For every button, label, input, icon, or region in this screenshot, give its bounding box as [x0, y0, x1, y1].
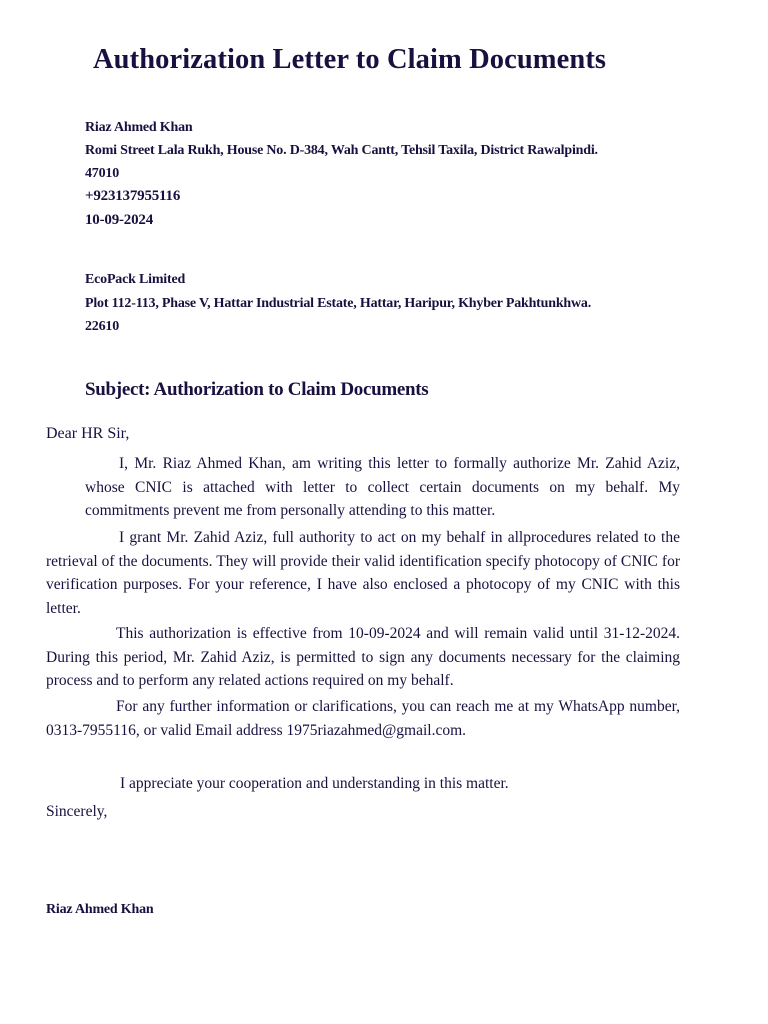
recipient-company: EcoPack Limited [85, 272, 186, 287]
valediction: Sincerely, [46, 803, 108, 820]
subject-line: Subject: Authorization to Claim Documents [85, 379, 429, 400]
body-paragraph: For any further information or clarifications, you can reach me at my WhatsApp number, 0313-7955116, or valid Email address 1975riazahmed@gmail.com. [46, 698, 680, 739]
letter-title: Authorization Letter to Claim Documents [93, 44, 607, 75]
body-paragraph: I, Mr. Riaz Ahmed Khan, am writing this letter to formally authorize Mr. Zahid Aziz, whose CNIC is attached with letter to collect certain documents on my behalf. My commitments prevent me from personally attending to this matter. [85, 455, 680, 519]
sender-phone: +923137955116 [85, 188, 181, 204]
signature-name: Riaz Ahmed Khan [46, 902, 154, 917]
closing-line: I appreciate your cooperation and understanding in this matter. [120, 775, 509, 792]
recipient-postal-code: 22610 [85, 319, 120, 334]
sender-name: Riaz Ahmed Khan [85, 120, 193, 135]
salutation: Dear HR Sir, [46, 425, 130, 442]
recipient-address: Plot 112-113, Phase V, Hattar Industrial Estate, Hattar, Haripur, Khyber Pakhtunkhwa. [85, 296, 591, 311]
letter-date: 10-09-2024 [85, 212, 153, 228]
sender-address: Romi Street Lala Rukh, House No. D-384, Wah Cantt, Tehsil Taxila, District Rawalpindi. [85, 143, 598, 158]
sender-postal-code: 47010 [85, 166, 120, 181]
body-paragraph: This authorization is effective from 10-09-2024 and will remain valid until 31-12-2024. During this period, Mr. Zahid Aziz, is permitted to sign any documents necessary for the claiming process and to perform any related actions required on my behalf. [46, 625, 680, 689]
body-paragraph: I grant Mr. Zahid Aziz, full authority to act on my behalf in allprocedures related to the retrieval of the documents. They will provide their valid identification specify photocopy of CNIC for verification purposes. For your reference, I have also enclosed a photocopy of my CNIC with this letter. [46, 529, 680, 617]
